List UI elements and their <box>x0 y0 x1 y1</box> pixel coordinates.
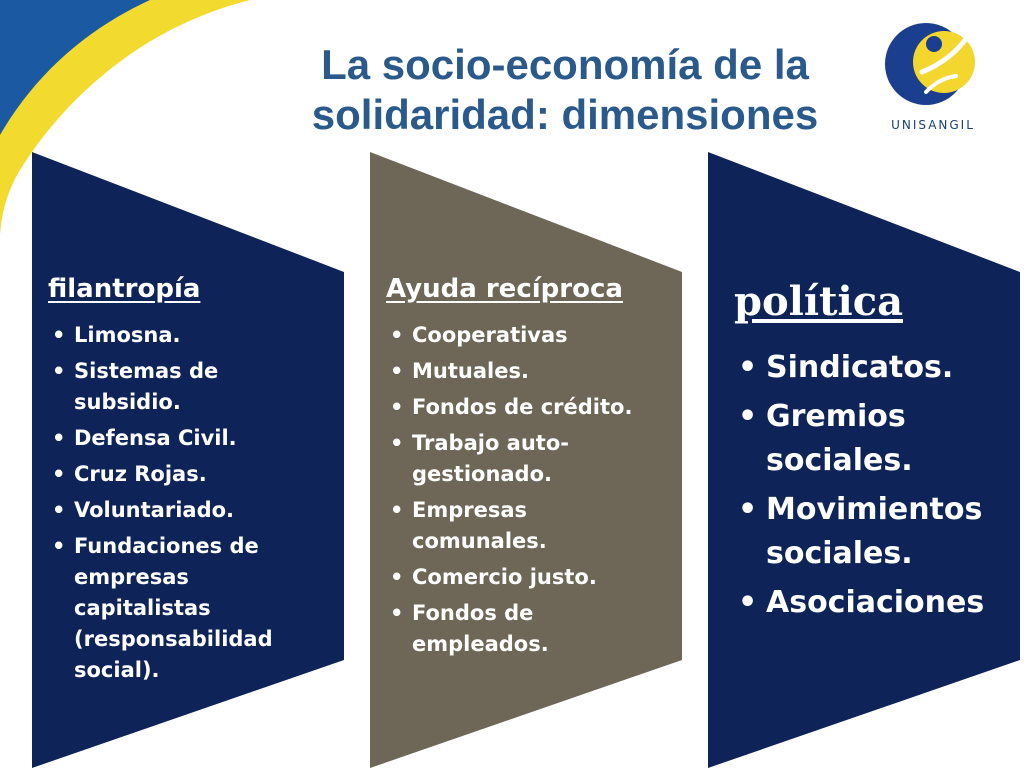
bullet-list <box>386 320 666 660</box>
list-item: • Empresas comunales. <box>386 495 666 557</box>
panel-philanthropy <box>48 272 328 691</box>
list-item: • Gremios sociales. <box>734 395 1014 483</box>
list-item: • Limosna. <box>48 320 328 351</box>
panel-heading: Ayuda recíproca <box>386 274 623 304</box>
list-item: • Cooperativas <box>386 320 666 351</box>
list-item: • Cruz Rojas. <box>48 459 328 490</box>
list-item: • Sindicatos. <box>734 346 1014 390</box>
bullet-list <box>48 320 328 686</box>
list-item: • Fundaciones de empresas capitalistas (responsabilidad social). <box>48 531 328 686</box>
list-item: • Mutuales. <box>386 356 666 387</box>
panel-heading: política <box>734 278 903 325</box>
list-item: • Voluntariado. <box>48 495 328 526</box>
list-item: • Sistemas de subsidio. <box>48 356 328 418</box>
list-item: • Fondos de crédito. <box>386 392 666 423</box>
list-item: • Asociaciones <box>734 581 1014 625</box>
panel-heading: filantropía <box>48 274 201 304</box>
list-item: • Defensa Civil. <box>48 423 328 454</box>
list-item: • Fondos de empleados. <box>386 598 666 660</box>
list-item: • Comercio justo. <box>386 562 666 593</box>
bullet-list <box>734 346 1014 625</box>
panel-reciprocal-aid <box>386 272 666 665</box>
logo-text: UNISANGIL <box>891 118 975 132</box>
list-item: • Movimientos sociales. <box>734 488 1014 576</box>
list-item: • Trabajo auto-gestionado. <box>386 428 666 490</box>
slide-title: La socio-economía de la solidaridad: dimensiones <box>311 41 819 138</box>
panel-politics <box>734 276 1014 630</box>
